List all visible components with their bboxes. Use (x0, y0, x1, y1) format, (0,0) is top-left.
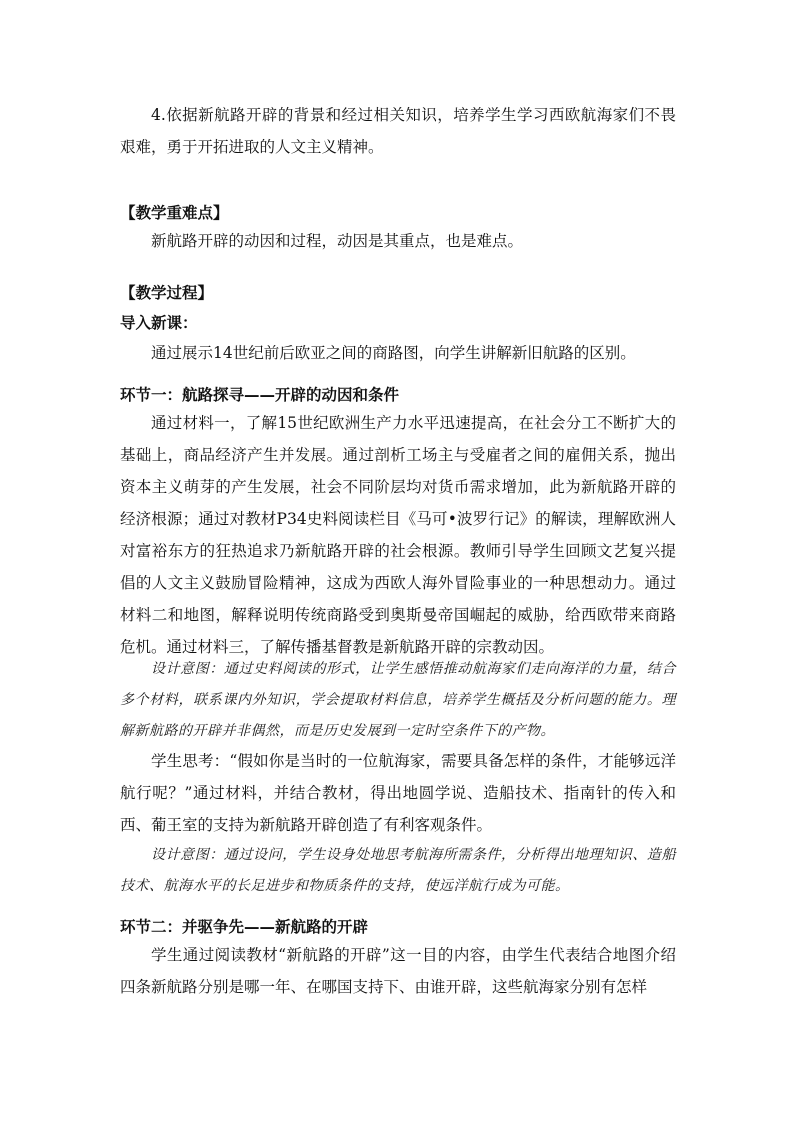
design-intent-1: 设计意图：通过史料阅读的形式，让学生感悟推动航海家们走向海洋的力量，结合多个材料，联系课内外知识，学会提取材料信息，培养学生概括及分析问题的能力。理解新航路的开辟并非偶然，而是历史发展到一定时空条件下的产物。 (120, 661, 676, 739)
section1-heading: 环节一：航路探寻——开辟的动因和条件 (120, 386, 400, 404)
design-intent-2: 设计意图：通过设问，学生设身处地思考航海所需条件，分析得出地理知识、造船技术、航海水平的长足进步和物质条件的支持，使远洋航行成为可能。 (120, 847, 676, 894)
process-heading: 【教学过程】 (120, 284, 214, 302)
key-points-text: 新航路开辟的动因和过程，动因是其重点，也是难点。 (151, 232, 524, 250)
key-points-heading: 【教学重难点】 (120, 204, 229, 222)
intro-text: 通过展示14世纪前后欧亚之间的商路图，向学生讲解新旧航路的区别。 (151, 344, 636, 362)
student-thinking: 学生思考：“假如你是当时的一位航海家，需要具备怎样的条件，才能够远洋航行呢？”通过材料，并结合教材，得出地圆学说、造船技术、指南针的传入和西、葡王室的支持为新航路开辟创造了有利客观条件。 (120, 752, 676, 834)
objective-4: 4.依据新航路开辟的背景和经过相关知识，培养学生学习西欧航海家们不畏艰难，勇于开拓进取的人文主义精神。 (120, 106, 676, 156)
section2-paragraph: 学生通过阅读教材“新航路的开辟”这一目的内容，由学生代表结合地图介绍四条新航路分别是哪一年、在哪国支持下、由谁开辟，这些航海家分别有怎样 (120, 946, 676, 996)
intro-heading: 导入新课： (120, 314, 198, 332)
section1-paragraph: 通过材料一，了解15世纪欧洲生产力水平迅速提高，在社会分工不断扩大的基础上，商品经济产生并发展。通过剖析工场主与受雇者之间的雇佣关系，抛出资本主义萌芽的产生发展，社会不同阶层均对货币需求增加，此为新航路开辟的经济根源；通过对教材P34史料阅读栏目《马可•波罗行记》的解读，理解欧洲人对富裕东方的狂热追求乃新航路开辟的社会根源。教师引导学生回顾文艺复兴提倡的人文主义鼓励冒险精神，这成为西欧人海外冒险事业的一种思想动力。通过材料二和地图，解释说明传统商路受到奥斯曼帝国崛起的威胁，给西欧带来商路危机。通过材料三，了解传播基督教是新航路开辟的宗教动因。 (120, 414, 676, 656)
section2-heading: 环节二：并驱争先——新航路的开辟 (120, 918, 369, 936)
